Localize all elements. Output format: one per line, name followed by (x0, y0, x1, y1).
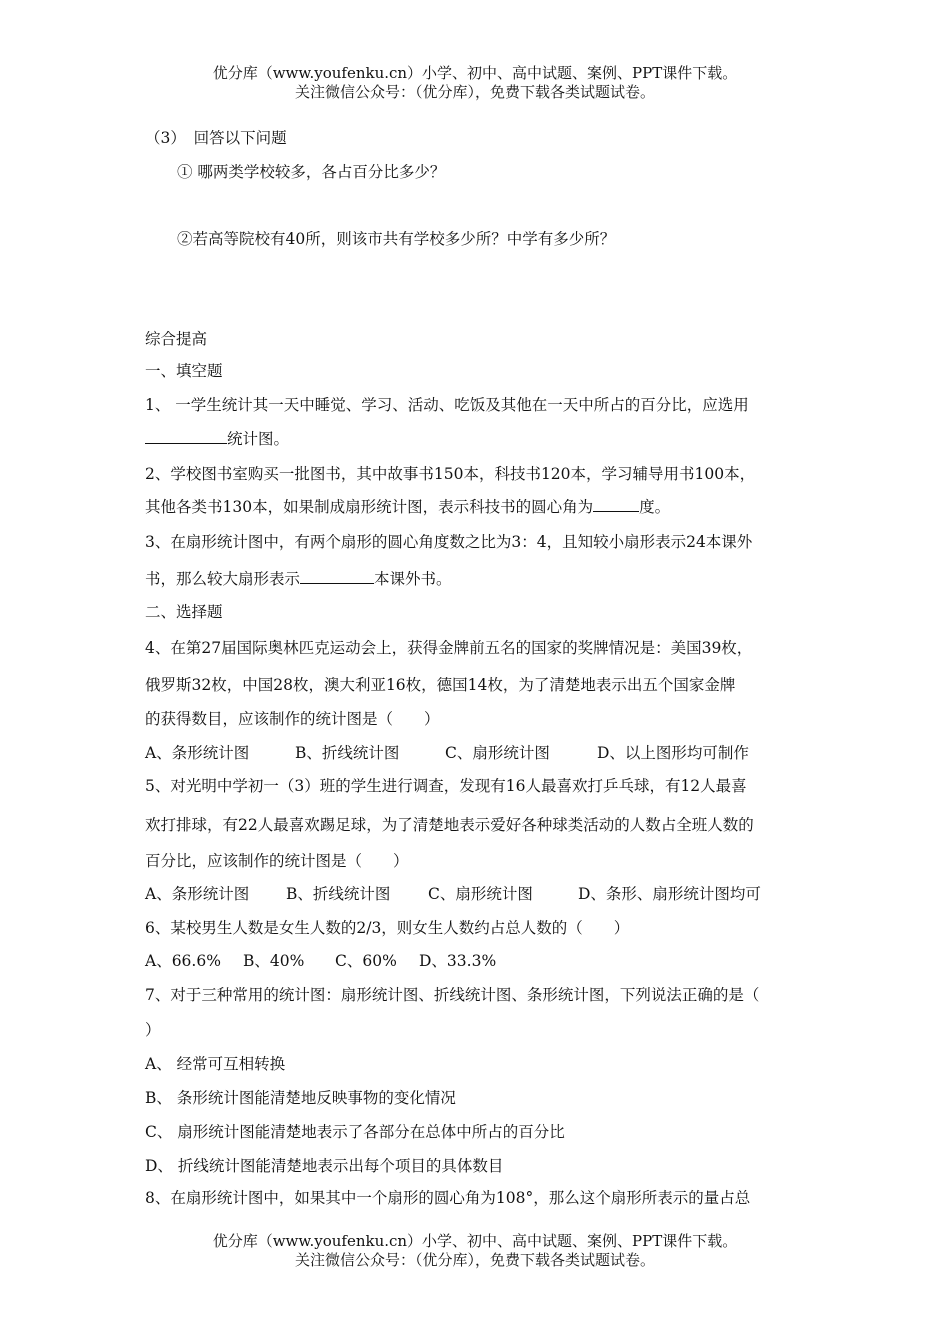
page-header (0, 64, 950, 102)
option-b: B、折线统计图 (295, 744, 400, 762)
question-3-line-1: 3、在扇形统计图中，有两个扇形的圆心角度数之比为3：4，且知较小扇形表示24本课外 (145, 533, 753, 551)
option-c: C、扇形统计图 (428, 885, 533, 903)
question-2-tail: 度。 (639, 498, 671, 516)
footer-line-1: 优分库（www.youfenku.cn）小学、初中、高中试题、案例、PPT课件下载。 (212, 1232, 738, 1250)
question-1-tail: 统计图。 (227, 430, 290, 448)
part3-question-1: ① 哪两类学校较多，各占百分比多少？ (177, 163, 446, 181)
option-d: D、条形、扇形统计图均可 (578, 885, 761, 903)
question-4-line-3: 的获得数目，应该制作的统计图是（ ） (145, 710, 440, 728)
answer-blank[interactable] (300, 569, 374, 584)
question-5-line-1: 5、对光明中学初一（3）班的学生进行调查，发现有16人最喜欢打乒乓球，有12人最喜 (145, 777, 747, 795)
fill-in-heading: 一、填空题 (145, 362, 223, 380)
option-b: B、40% (243, 952, 305, 970)
section-title: 综合提高 (145, 330, 208, 348)
question-6-options (145, 951, 496, 971)
question-7-option-b: B、 条形统计图能清楚地反映事物的变化情况 (145, 1089, 456, 1107)
question-5-line-2: 欢打排球，有22人最喜欢踢足球，为了清楚地表示爱好各种球类活动的人数占全班人数的 (145, 816, 754, 834)
question-6-line-1: 6、某校男生人数是女生人数的2/3，则女生人数约占总人数的（ ） (145, 919, 630, 937)
option-d: D、33.3% (419, 952, 497, 970)
answer-blank[interactable] (145, 429, 227, 444)
question-7-option-d: D、 折线统计图能清楚地表示出每个项目的具体数目 (145, 1157, 504, 1175)
option-a: A、条形统计图 (145, 885, 250, 903)
option-a: A、条形统计图 (145, 744, 250, 762)
header-line-2: 关注微信公众号：（优分库），免费下载各类试题试卷。 (294, 83, 655, 101)
question-5-line-3: 百分比，应该制作的统计图是（ ） (145, 852, 409, 870)
question-3-text: 书，那么较大扇形表示 (145, 570, 301, 588)
question-5-options (145, 884, 761, 904)
question-8-line-1: 8、在扇形统计图中，如果其中一个扇形的圆心角为108°，那么这个扇形所表示的量占总 (145, 1189, 751, 1207)
question-3-tail: 本课外书。 (374, 570, 452, 588)
question-7-option-c: C、 扇形统计图能清楚地表示了各部分在总体中所占的百分比 (145, 1123, 565, 1141)
option-d: D、以上图形均可制作 (597, 744, 749, 762)
option-a: A、66.6% (145, 952, 221, 970)
option-b: B、折线统计图 (286, 885, 391, 903)
question-7-line-2: ） (145, 1021, 161, 1039)
question-3-line-2 (145, 569, 452, 589)
question-1-line-1: 1、 一学生统计其一天中睡觉、学习、活动、吃饭及其他在一天中所占的百分比，应选用 (145, 396, 749, 414)
question-4-line-1: 4、在第27届国际奥林匹克运动会上，获得金牌前五名的国家的奖牌情况是：美国39枚， (145, 639, 753, 657)
question-2-line-2 (145, 497, 670, 517)
question-2-line-1: 2、学校图书室购买一批图书，其中故事书150本，科技书120本，学习辅导用书100本， (145, 465, 756, 483)
option-c: C、60% (335, 952, 397, 970)
question-1-line-2 (145, 429, 289, 449)
answer-blank[interactable] (593, 497, 639, 512)
page-footer (0, 1232, 950, 1270)
footer-line-2: 关注微信公众号：（优分库），免费下载各类试题试卷。 (294, 1251, 655, 1269)
part3-question-2: ②若高等院校有40所，则该市共有学校多少所？中学有多少所？ (177, 230, 616, 248)
question-7-option-a: A、 经常可互相转换 (145, 1055, 286, 1073)
question-4-line-2: 俄罗斯32枚，中国28枚，澳大利亚16枚，德国14枚，为了清楚地表示出五个国家金牌 (145, 676, 736, 694)
choice-heading: 二、选择题 (145, 603, 223, 621)
question-7-line-1: 7、对于三种常用的统计图：扇形统计图、折线统计图、条形统计图，下列说法正确的是（ (145, 986, 760, 1004)
option-c: C、扇形统计图 (445, 744, 550, 762)
question-2-text: 其他各类书130本，如果制成扇形统计图，表示科技书的圆心角为 (145, 498, 594, 516)
question-4-options (145, 743, 749, 763)
part3-title: （3） 回答以下问题 (145, 129, 287, 147)
header-line-1: 优分库（www.youfenku.cn）小学、初中、高中试题、案例、PPT课件下载。 (212, 64, 738, 82)
